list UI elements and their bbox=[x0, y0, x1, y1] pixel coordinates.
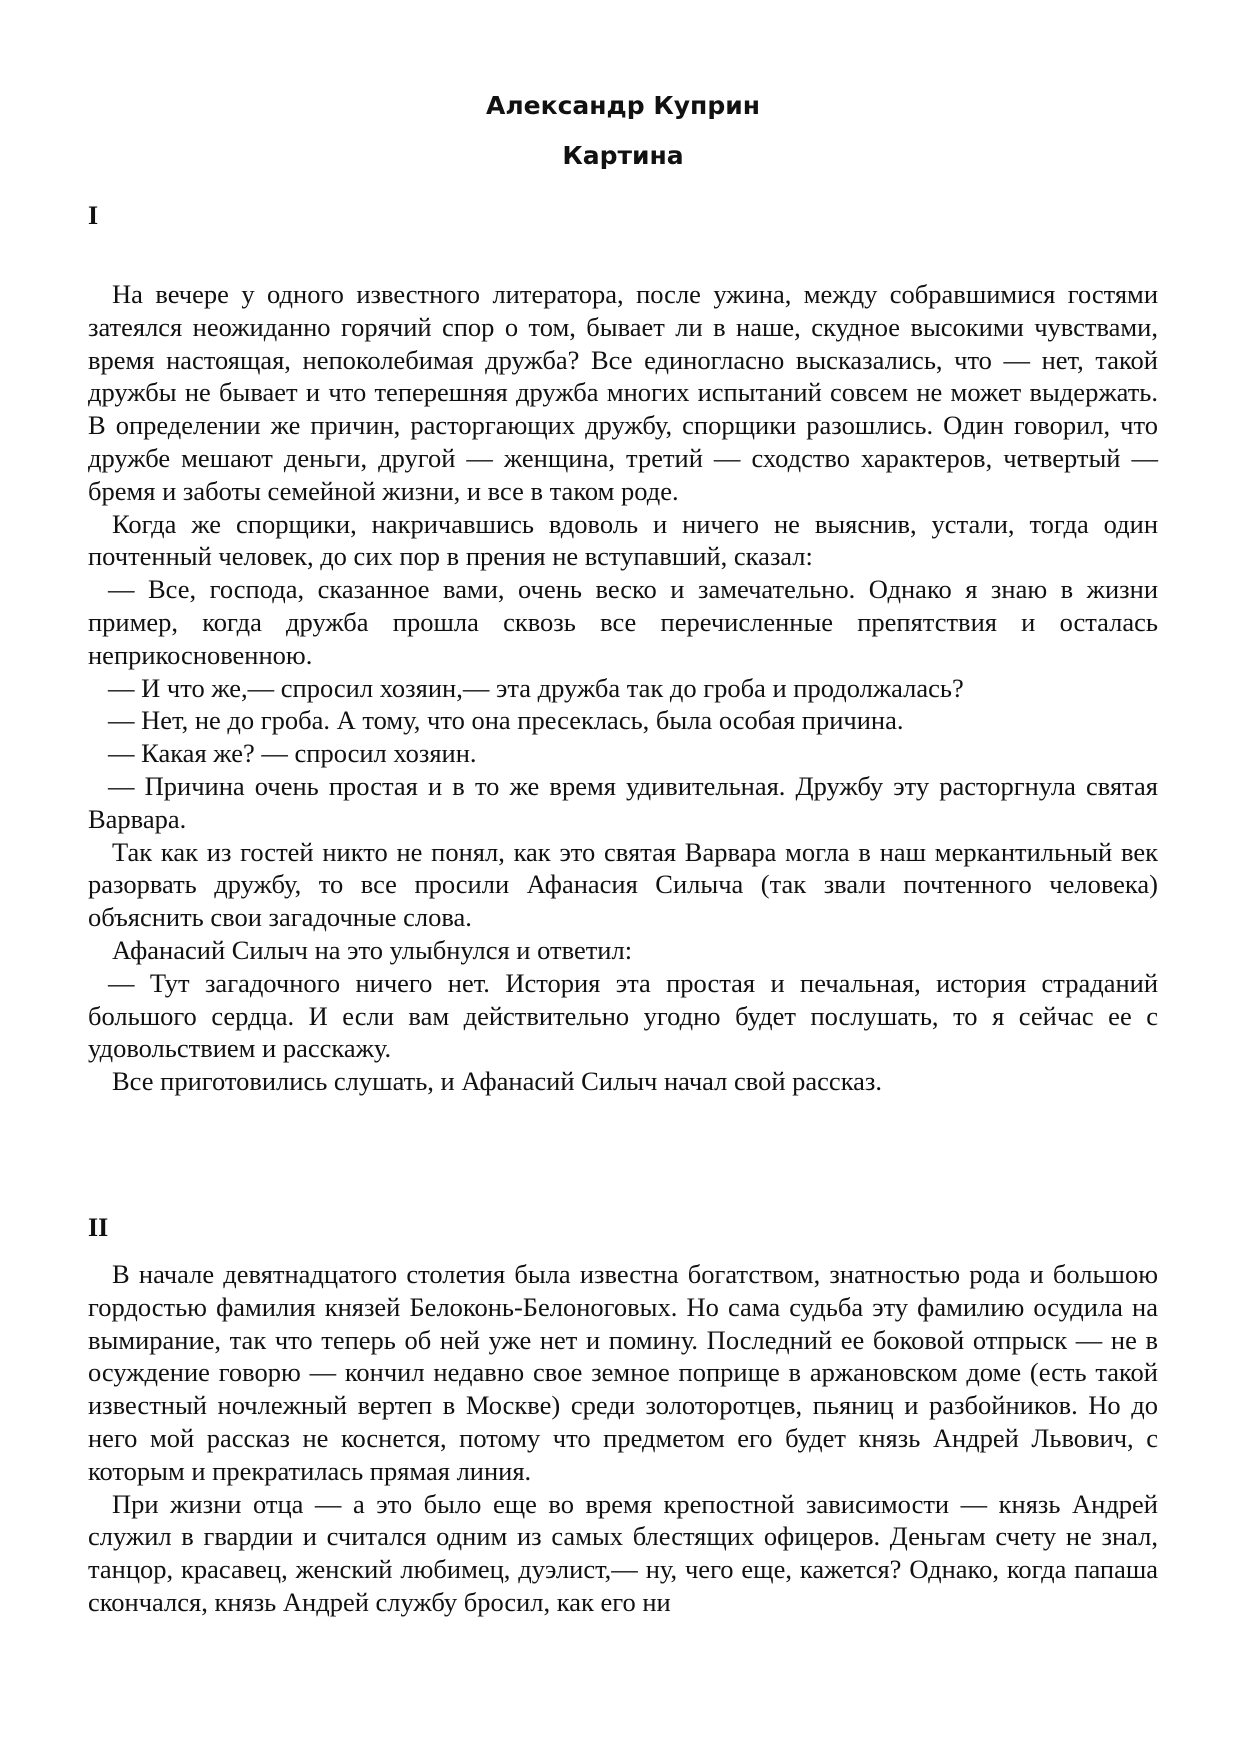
paragraph: Афанасий Силыч на это улыбнулся и ответил: bbox=[112, 934, 633, 965]
chapter-heading-2: II bbox=[88, 1213, 109, 1242]
dialogue-line: — И что же,— спросил хозяин,— эта дружба так до гроба и продолжалась? bbox=[108, 672, 964, 703]
paragraph: При жизни отца — а это было еще во время крепостной зависимости — князь Андрей служил в гвардии и считался одним из самых блестящих офицеров. Деньгам счету не знал, танцор, красавец, женский любимец, дуэлист,— ну, чего еще, кажется? Однако, когда папаша скончался, князь Андрей службу бросил, как его ни bbox=[88, 1488, 1158, 1617]
dialogue-line: — Тут загадочного ничего нет. История эта простая и печальная, история страданий большого сердца. И если вам действительно угодно будет послушать, то я сейчас ее с удовольствием и расскажу. bbox=[88, 967, 1158, 1064]
dialogue-line: — Какая же? — спросил хозяин. bbox=[108, 738, 477, 769]
dialogue-line: — Все, господа, сказанное вами, очень веско и замечательно. Однако я знаю в жизни пример, когда дружба прошла сквозь все перечисленные препятствия и осталась неприкосновенною. bbox=[88, 574, 1158, 670]
author-name: Александр Куприн bbox=[485, 91, 761, 120]
paragraph: В начале девятнадцатого столетия была известна богатством, знатностью рода и большою гордостью фамилия князей Белоконь-Белоноговых. Но сама судьба эту фамилию осудила на вымирание, так что теперь об ней уже нет и помину. Последний ее боковой отпрыск — не в осуждение говорю — кончил недавно свое земное поприще в аржановском доме (есть такой известный ночлежный вертеп в Москве) среди золоторотцев, пьяниц и разбойников. Но до него мой рассказ не коснется, потому что предметом его будет князь Андрей Львович, с которым и прекратилась прямая линия. bbox=[88, 1259, 1158, 1486]
chapter-body-2 bbox=[88, 1258, 1158, 1619]
paragraph: На вечере у одного известного литератора, после ужина, между собравшимися гостями затеялся неожиданно горячий спор о том, бывает ли в наше, скудное высокими чувствами, время настоящая, непоколебимая дружба? Все единогласно высказались, что — нет, такой дружбы не бывает и что теперешняя дружба многих испытаний совсем не может выдержать. В определении же причин, расторгающих дружбу, спорщики разошлись. Один говорил, что дружбе мешают деньги, другой — женщина, третий — сходство характеров, четвертый — бремя и заботы семейной жизни, и все в таком роде. bbox=[88, 279, 1158, 506]
dialogue-line: — Причина очень простая и в то же время удивительная. Дружбу эту расторгнула святая Варвара. bbox=[88, 770, 1158, 834]
paragraph: Так как из гостей никто не понял, как это святая Варвара могла в наш меркантильный век разорвать дружбу, то все просили Афанасия Силыча (так звали почтенного человека) объяснить свои загадочные слова. bbox=[88, 836, 1158, 933]
chapter-body-1 bbox=[88, 278, 1158, 1098]
story-title: Картина bbox=[562, 141, 684, 170]
chapter-heading-1: I bbox=[88, 201, 99, 230]
paragraph: Когда же спорщики, накричавшись вдоволь и ничего не выяснив, устали, тогда один почтенный человек, до сих пор в прения не вступавший, сказал: bbox=[88, 508, 1158, 572]
dialogue-line: — Нет, не до гроба. А тому, что она пресеклась, была особая причина. bbox=[108, 705, 904, 736]
paragraph: Все приготовились слушать, и Афанасий Силыч начал свой рассказ. bbox=[112, 1066, 883, 1097]
